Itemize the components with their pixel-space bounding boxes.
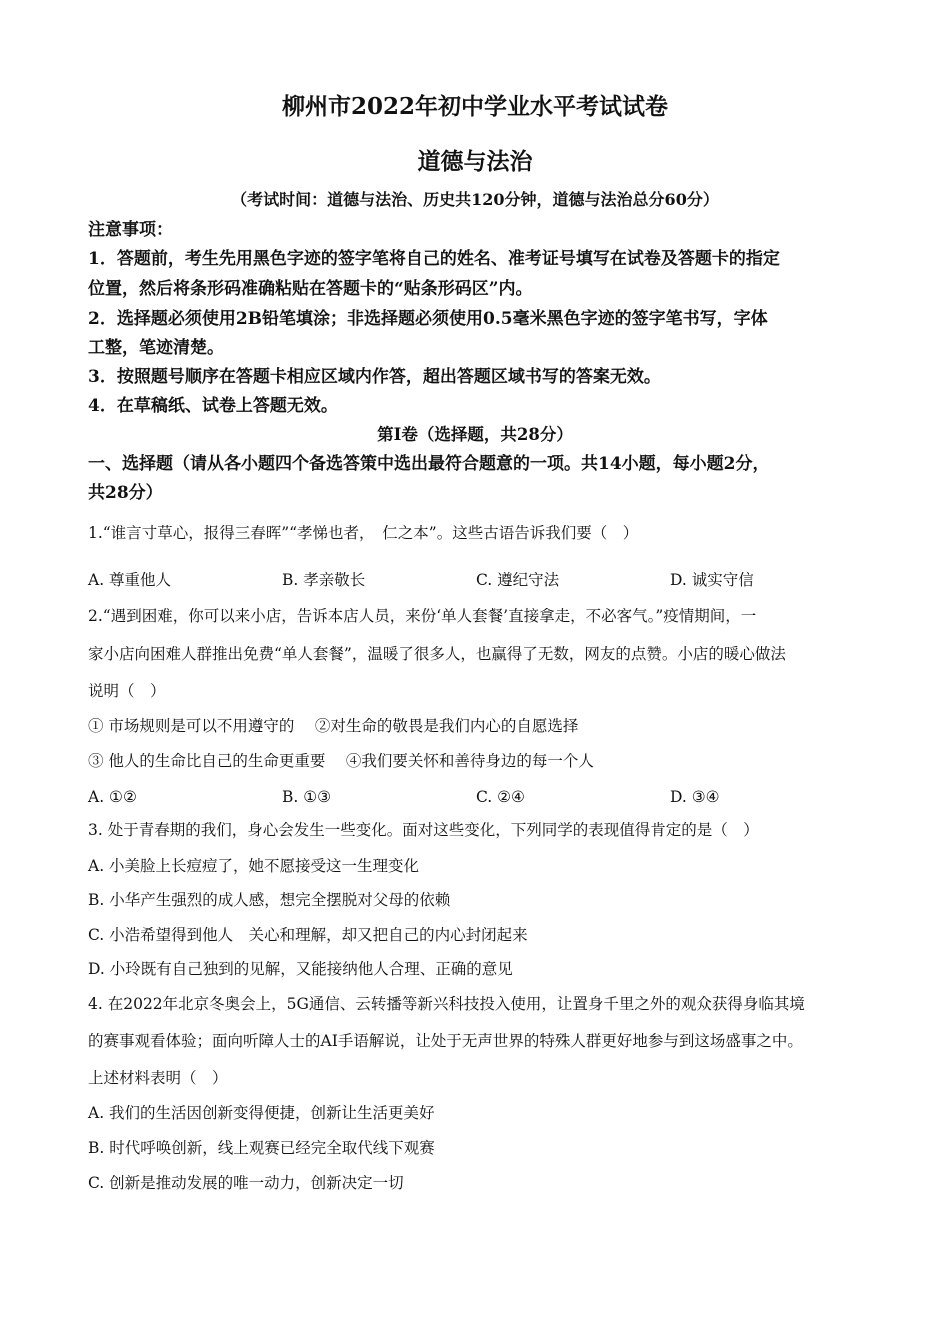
question-3-option-a: A. 小美脸上长痘痘了，她不愿接受这一生理变化 — [88, 857, 420, 875]
question-1-option-b: B. 孝亲敬长 — [282, 571, 366, 589]
notice-line: 3．按照题号顺序在答题卡相应区域内作答，超出答题区域书写的答案无效。 — [88, 367, 661, 387]
section-instruction: 共28分） — [88, 483, 163, 503]
question-3-option-b: B. 小华产生强烈的成人感，想完全摆脱对父母的依赖 — [88, 891, 451, 909]
notice-line: 2．选择题必须使用2B铅笔填涂；非选择题必须使用0.5毫米黑色字迹的签字笔书写，字体 — [88, 309, 768, 329]
section-instruction: 一、选择题（请从各小题四个备选答策中选出最符合题意的一项。共14小题，每小题2分， — [88, 454, 770, 474]
question-4-option-a: A. 我们的生活因创新变得便捷，创新让生活更美好 — [88, 1104, 435, 1122]
question-1-option-c: C. 遵纪守法 — [476, 571, 560, 589]
question-4-stem: 4. 在2022年北京冬奥会上，5G通信、云转播等新兴科技投入使用，让置身千里之外的观众获得身临其境 — [88, 995, 805, 1013]
notice-line: 工整，笔迹清楚。 — [88, 338, 224, 358]
question-2-stem: 说明（ ） — [88, 682, 166, 700]
question-1-option-a: A. 尊重他人 — [88, 571, 172, 589]
question-4-stem: 的赛事观看体验；面向听障人士的AI手语解说，让处于无声世界的特殊人群更好地参与到这场盛事之中。 — [88, 1032, 803, 1050]
exam-info: （考试时间：道德与法治、历史共120分钟，道德与法治总分60分） — [231, 190, 719, 209]
question-2-statement: ① 市场规则是可以不用遵守的 ②对生命的敬畏是我们内心的自愿选择 — [88, 717, 579, 735]
notice-heading: 注意事项： — [88, 220, 173, 240]
question-2-stem: 2.“遇到困难，你可以来小店，告诉本店人员，来份‘单人套餐’直接拿走，不必客气。”疫情期间，一 — [88, 607, 757, 625]
question-2-statement: ③ 他人的生命比自己的生命更重要 ④我们要关怀和善待身边的每一个人 — [88, 752, 594, 770]
question-3-option-c: C. 小浩希望得到他人 关心和理解，却又把自己的内心封闭起来 — [88, 926, 528, 944]
question-1-stem: 1.“谁言寸草心，报得三春晖”“孝悌也者， 仁之本”。这些古语告诉我们要（ ） — [88, 524, 639, 542]
question-4-option-b: B. 时代呼唤创新，线上观赛已经完全取代线下观赛 — [88, 1139, 435, 1157]
exam-title: 柳州市2022年初中学业水平考试试卷 — [281, 93, 668, 120]
question-2-option-c: C. ②④ — [476, 788, 525, 806]
question-3-stem: 3. 处于青春期的我们，身心会发生一些变化。面对这些变化，下列同学的表现值得肯定的是（ ） — [88, 821, 759, 839]
question-2-option-a: A. ①② — [88, 788, 137, 806]
question-4-stem: 上述材料表明（ ） — [88, 1069, 228, 1087]
notice-line: 位置，然后将条形码准确粘贴在答题卡的“贴条形码区”内。 — [88, 279, 533, 299]
subject-title: 道德与法治 — [417, 148, 533, 175]
notice-line: 1．答题前，考生先用黑色字迹的签字笔将自己的姓名、准考证号填写在试卷及答题卡的指定 — [88, 249, 780, 269]
notice-line: 4．在草稿纸、试卷上答题无效。 — [88, 396, 338, 416]
question-1-option-d: D. 诚实守信 — [670, 571, 754, 589]
question-2-stem: 家小店向困难人群推出免费“单人套餐”，温暖了很多人，也赢得了无数，网友的点赞。小店的暖心做法 — [88, 645, 786, 663]
question-4-option-c: C. 创新是推动发展的唯一动力，创新决定一切 — [88, 1174, 404, 1192]
question-2-option-d: D. ③④ — [670, 788, 720, 806]
section-title: 第Ⅰ卷（选择题，共28分） — [377, 425, 573, 444]
question-2-option-b: B. ①③ — [282, 788, 332, 806]
question-3-option-d: D. 小玲既有自己独到的见解，又能接纳他人合理、正确的意见 — [88, 960, 513, 978]
